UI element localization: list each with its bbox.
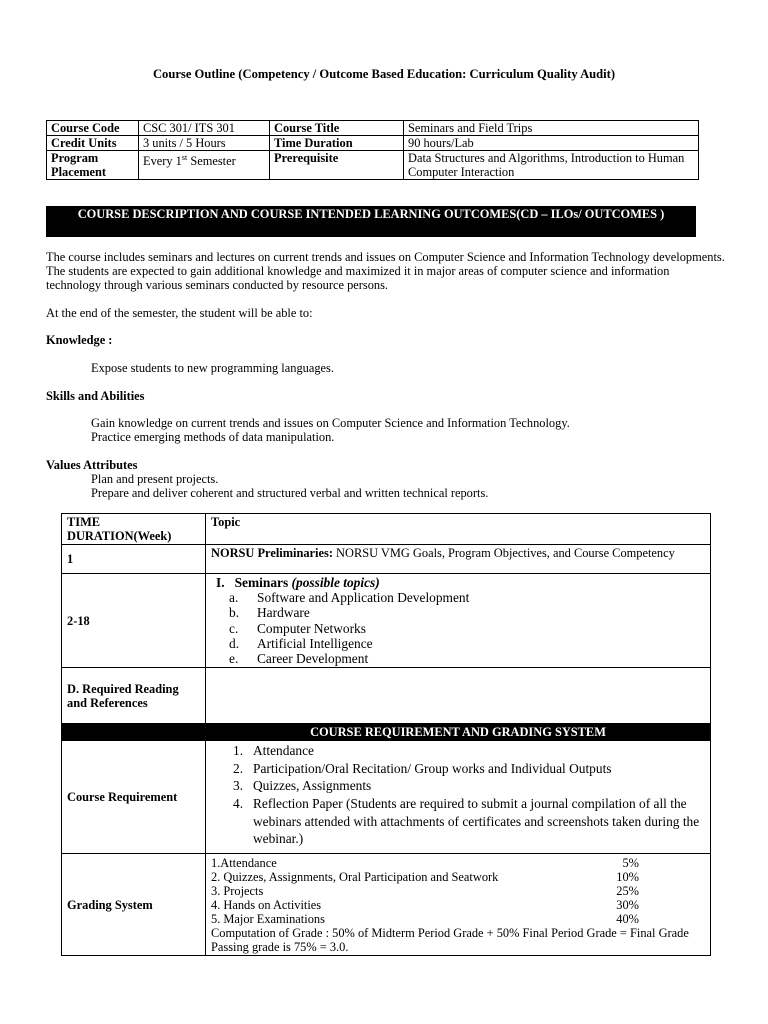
course-info-table bbox=[46, 120, 699, 180]
grade-percent: 40% bbox=[616, 912, 639, 927]
description-header-bar: COURSE DESCRIPTION AND COURSE INTENDED LEARNING OUTCOMES(CD – ILOs/ OUTCOMES ) bbox=[46, 206, 696, 237]
course-code-label: Course Code bbox=[47, 121, 139, 136]
list-item bbox=[233, 742, 705, 760]
list-text: Attendance bbox=[253, 743, 314, 759]
grade-row bbox=[211, 884, 705, 898]
list-marker: b. bbox=[229, 605, 240, 621]
seminars-cell bbox=[206, 574, 711, 668]
page-title: Course Outline (Competency / Outcome Based Education: Curriculum Quality Audit) bbox=[152, 67, 616, 81]
knowledge-item: Expose students to new programming languages. bbox=[91, 361, 334, 375]
grade-item: 1.Attendance bbox=[211, 856, 277, 871]
course-requirement-cell bbox=[206, 741, 711, 854]
grading-system-cell bbox=[206, 854, 711, 956]
list-item bbox=[229, 651, 705, 667]
list-marker: 1. bbox=[233, 743, 244, 759]
seminars-number: I. bbox=[216, 575, 225, 590]
list-text: Participation/Oral Recitation/ Group works and Individual Outputs bbox=[253, 760, 612, 776]
schedule-table bbox=[61, 513, 711, 956]
list-marker: 2. bbox=[233, 760, 244, 776]
list-marker: d. bbox=[229, 635, 240, 651]
skills-item: Gain knowledge on current trends and issues on Computer Science and Information Technology. bbox=[91, 416, 570, 430]
week-1: 1 bbox=[62, 545, 206, 574]
list-marker: 3. bbox=[233, 778, 244, 794]
skills-heading: Skills and Abilities bbox=[46, 389, 145, 403]
seminars-note: (possible topics) bbox=[291, 575, 380, 590]
list-text: Reflection Paper (Students are required to submit a journal compilation of all the webinars attended with attachments of certificates and screenshots taken during the webinar.) bbox=[253, 796, 700, 847]
list-item bbox=[229, 590, 705, 606]
required-reading-label: D. Required Reading and References bbox=[62, 668, 206, 724]
program-placement-sup: st bbox=[181, 153, 188, 162]
list-item bbox=[229, 605, 705, 621]
grade-computation: Computation of Grade : 50% of Midterm Period Grade + 50% Final Period Grade = Final Grade bbox=[211, 926, 689, 941]
course-code-value: CSC 301/ ITS 301 bbox=[139, 121, 270, 136]
week-1-topic-bold: NORSU Preliminaries: bbox=[211, 546, 333, 560]
grade-item: 5. Major Examinations bbox=[211, 912, 325, 927]
list-item bbox=[233, 777, 705, 795]
credit-units-label: Credit Units bbox=[47, 136, 139, 151]
week-1-topic-rest: NORSU VMG Goals, Program Objectives, and Course Competency bbox=[332, 546, 675, 560]
time-duration-value: 90 hours/Lab bbox=[404, 136, 699, 151]
prerequisite-label: Prerequisite bbox=[270, 151, 404, 180]
course-title-label: Course Title bbox=[270, 121, 404, 136]
grade-row bbox=[211, 912, 705, 926]
list-marker: e. bbox=[229, 651, 239, 667]
grading-system-label: Grading System bbox=[62, 854, 206, 956]
course-requirement-label: Course Requirement bbox=[62, 741, 206, 854]
values-item: Plan and present projects. bbox=[91, 472, 219, 486]
list-item bbox=[229, 635, 705, 651]
seminars-label: Seminars bbox=[234, 575, 289, 590]
grade-row bbox=[211, 898, 705, 912]
list-text: Artificial Intelligence bbox=[257, 635, 373, 651]
week-1-topic bbox=[206, 545, 711, 574]
week-2-18: 2-18 bbox=[62, 574, 206, 668]
program-placement-label: Program Placement bbox=[47, 151, 139, 180]
grade-percent: 30% bbox=[616, 898, 639, 913]
end-of-semester-text: At the end of the semester, the student will be able to: bbox=[46, 306, 313, 320]
grade-item: 3. Projects bbox=[211, 884, 264, 899]
grading-header-spacer bbox=[62, 724, 206, 741]
program-placement-text-end: Semester bbox=[187, 154, 236, 169]
program-placement-value bbox=[139, 151, 270, 180]
course-description: The course includes seminars and lectures on current trends and issues on Computer Science and Information Technology developments. The students are expected to gain additional knowledge and maximized it in major areas of computer science and information technology through various seminars conducted by resource persons. bbox=[46, 250, 725, 292]
list-text: Software and Application Development bbox=[257, 590, 470, 606]
list-text: Career Development bbox=[257, 651, 369, 667]
skills-item: Practice emerging methods of data manipulation. bbox=[91, 430, 335, 444]
credit-units-value: 3 units / 5 Hours bbox=[139, 136, 270, 151]
list-marker: a. bbox=[229, 590, 239, 606]
list-item bbox=[229, 620, 705, 636]
list-text: Hardware bbox=[257, 605, 310, 621]
seminar-topics-list bbox=[211, 590, 705, 666]
list-text: Computer Networks bbox=[257, 620, 366, 636]
values-item: Prepare and deliver coherent and structured verbal and written technical reports. bbox=[91, 486, 489, 500]
time-duration-label: Time Duration bbox=[270, 136, 404, 151]
knowledge-heading: Knowledge : bbox=[46, 333, 113, 347]
required-reading-cell bbox=[206, 668, 711, 724]
list-marker: c. bbox=[229, 620, 239, 636]
grading-header-bar: COURSE REQUIREMENT AND GRADING SYSTEM bbox=[206, 724, 711, 741]
list-marker: 4. bbox=[233, 796, 244, 811]
grade-percent: 10% bbox=[616, 870, 639, 885]
values-heading: Values Attributes bbox=[46, 458, 138, 472]
program-placement-text: Every 1 bbox=[143, 154, 182, 169]
prerequisite-value: Data Structures and Algorithms, Introduction to Human Computer Interaction bbox=[404, 151, 699, 180]
requirements-list bbox=[211, 742, 705, 848]
time-duration-header: TIME DURATION(Week) bbox=[62, 514, 206, 545]
grade-percent: 25% bbox=[616, 884, 639, 899]
seminars-heading bbox=[211, 575, 705, 590]
passing-grade: Passing grade is 75% = 3.0. bbox=[211, 940, 349, 955]
grade-row bbox=[211, 870, 705, 884]
grade-percent: 5% bbox=[622, 856, 639, 871]
list-item bbox=[233, 795, 705, 848]
grade-item: 2. Quizzes, Assignments, Oral Participation and Seatwork bbox=[211, 870, 499, 885]
course-title-value: Seminars and Field Trips bbox=[404, 121, 699, 136]
list-text: Quizzes, Assignments bbox=[253, 778, 372, 794]
topic-header: Topic bbox=[206, 514, 711, 545]
list-item bbox=[233, 760, 705, 778]
grade-row bbox=[211, 856, 705, 870]
grade-item: 4. Hands on Activities bbox=[211, 898, 322, 913]
